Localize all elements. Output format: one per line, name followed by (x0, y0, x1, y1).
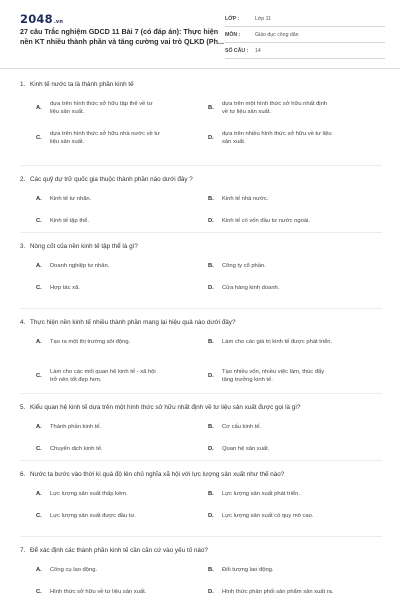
answer-option-c[interactable] (36, 368, 206, 386)
answer-option-a[interactable] (36, 262, 206, 272)
option-letter: D. (208, 135, 214, 141)
question-stem: Các quỹ dự trữ quốc gia thuộc thành phần nào dưới đây ? (30, 176, 193, 183)
answer-option-c[interactable] (36, 284, 206, 294)
option-text (222, 423, 372, 431)
option-letter: A. (36, 196, 42, 202)
question-number: 6. (20, 471, 26, 478)
option-text-line-1: Lực lượng sản xuất được đầu tư. (50, 513, 136, 519)
option-text-line-1: Doanh nghiệp tư nhân. (50, 263, 110, 269)
option-text (50, 284, 200, 292)
answer-option-b[interactable] (208, 566, 378, 576)
option-letter: B. (208, 339, 214, 345)
answer-option-d[interactable] (208, 445, 378, 455)
option-text-line-2: về tư liệu sản xuất. (222, 109, 271, 115)
option-text (50, 368, 200, 384)
meta-row-grade (225, 13, 385, 27)
question-number: 4. (20, 319, 26, 326)
option-text-line-1: Công ty cổ phần. (222, 263, 266, 269)
question-stem: Thực hiện nền kinh tế nhiều thành phần mang lại hiệu quả nào dưới đây? (30, 319, 236, 326)
question-3 (20, 242, 382, 291)
option-text-line-1: dựa trên một hình thức sở hữu nhất định (222, 101, 328, 107)
option-letter: B. (208, 491, 214, 497)
question-stem: Để xác định các thành phần kinh tế cần căn cứ vào yếu tố nào? (30, 547, 208, 554)
option-letter: D. (208, 446, 214, 452)
option-text (50, 130, 200, 146)
option-text (50, 262, 200, 270)
option-text-line-1: Cửa hàng kinh doanh. (222, 285, 280, 291)
option-text-line-2: trở nên tốt đẹp hơn. (50, 377, 102, 383)
option-letter: A. (36, 567, 42, 573)
meta-value: 14 (255, 48, 261, 54)
question-number: 5. (20, 404, 26, 411)
question-number: 7. (20, 547, 26, 554)
title-line-2: nền KT nhiều thành phần và tăng cường vai trò QLKD (Ph... (20, 36, 224, 46)
answer-option-d[interactable] (208, 368, 378, 386)
option-letter: B. (208, 263, 214, 269)
question-number: 3. (20, 243, 26, 250)
question-text (20, 546, 382, 556)
question-number: 1. (20, 81, 26, 88)
option-letter: A. (36, 424, 42, 430)
option-text-line-1: Công cụ lao động. (50, 567, 98, 573)
answer-option-a[interactable] (36, 423, 206, 433)
option-letter: B. (208, 196, 214, 202)
option-text (222, 368, 372, 384)
page-title (20, 27, 240, 46)
answer-option-d[interactable] (208, 217, 378, 227)
option-text-line-1: Quan hệ sản xuất. (222, 446, 270, 452)
question-1 (20, 80, 382, 145)
option-text (50, 445, 200, 453)
answer-option-b[interactable] (208, 262, 378, 272)
option-text-line-2: liệu sản xuất. (50, 109, 85, 115)
option-text (50, 512, 200, 520)
option-text-line-1: Đối tượng lao động. (222, 567, 274, 573)
option-text-line-1: Hình thức sở hữu về tư liệu sản xuất. (50, 589, 147, 595)
question-text (20, 318, 382, 328)
meta-info (225, 13, 385, 61)
option-letter: A. (36, 105, 42, 111)
option-letter: C. (36, 373, 42, 379)
question-4 (20, 318, 382, 383)
question-divider (20, 460, 382, 461)
question-divider (20, 393, 382, 394)
question-7 (20, 546, 382, 595)
answer-option-b[interactable] (208, 338, 378, 356)
option-text (50, 490, 200, 498)
option-text-line-2: tăng trưởng kinh tế. (222, 377, 273, 383)
option-letter: D. (208, 513, 214, 519)
option-text (222, 490, 372, 498)
meta-value: Lớp 11 (255, 16, 271, 22)
option-text (50, 217, 200, 225)
answer-option-b[interactable] (208, 490, 378, 500)
option-text (50, 100, 200, 116)
answer-option-d[interactable] (208, 588, 378, 598)
answer-option-a[interactable] (36, 566, 206, 576)
logo-suffix: .vn (53, 19, 64, 25)
option-text-line-1: Tạo ra một thị trường sôi động. (50, 339, 131, 345)
question-stem: Nòng cốt của nền kinh tế tập thể là gì? (30, 243, 138, 250)
answer-option-d[interactable] (208, 512, 378, 522)
option-letter: B. (208, 567, 214, 573)
question-divider (20, 165, 382, 166)
option-text (222, 217, 372, 225)
title-line-1: 27 câu Trắc nghiệm GDCD 11 Bài 7 (có đáp án): Thực hiện (20, 27, 219, 36)
question-stem: Kiểu quan hệ kinh tế dựa trên một hình thức sở hữu nhất định về tư liệu sản xuất được gọi là gì? (30, 404, 301, 411)
option-text-line-1: Hợp tác xã. (50, 285, 80, 291)
option-letter: B. (208, 424, 214, 430)
option-text-line-1: Cơ cấu kinh tế. (222, 424, 262, 430)
option-text-line-1: Chuyển dịch kinh tế. (50, 446, 103, 452)
option-text-line-1: Kinh tế tập thể. (50, 218, 89, 224)
question-stem: Kinh tế nước ta là thành phần kinh tế (30, 81, 134, 88)
question-number: 2. (20, 176, 26, 183)
question-2 (20, 175, 382, 224)
answer-option-b[interactable] (208, 423, 378, 433)
option-text (50, 338, 200, 346)
option-text (50, 195, 200, 203)
question-text (20, 80, 382, 90)
answer-option-c[interactable] (36, 588, 206, 598)
question-divider (20, 232, 382, 233)
option-text-line-1: Kinh tế nhà nước. (222, 196, 269, 202)
answer-option-c[interactable] (36, 512, 206, 522)
answer-option-a[interactable] (36, 195, 206, 205)
option-text (222, 338, 372, 346)
answer-option-b[interactable] (208, 100, 378, 118)
option-letter: D. (208, 373, 214, 379)
meta-key: MÔN : (225, 32, 241, 38)
option-text (222, 195, 372, 203)
question-text (20, 242, 382, 252)
site-logo[interactable] (20, 12, 63, 26)
option-letter: C. (36, 513, 42, 519)
option-text (222, 100, 372, 116)
header-divider (0, 68, 400, 69)
question-text (20, 403, 382, 413)
answer-option-c[interactable] (36, 130, 206, 148)
option-text (50, 423, 200, 431)
option-letter: C. (36, 285, 42, 291)
answer-option-d[interactable] (208, 130, 378, 148)
option-text (222, 566, 372, 574)
meta-row-subject (225, 29, 385, 43)
option-text-line-1: Kinh tế tư nhân. (50, 196, 92, 202)
meta-key: SỐ CÂU : (225, 48, 249, 54)
option-text (50, 566, 200, 574)
option-text-line-1: Hình thức phân phối sản phẩm sản xuất ra. (222, 589, 334, 595)
meta-key: LỚP : (225, 16, 240, 22)
option-text-line-1: Lực lượng sản xuất phát triển. (222, 491, 300, 497)
option-text-line-2: sản xuất. (222, 139, 246, 145)
option-letter: D. (208, 285, 214, 291)
option-text-line-1: dựa trên hình thức sở hữu tập thể về tư (50, 101, 153, 107)
question-divider (20, 308, 382, 309)
option-text (50, 588, 200, 596)
header (0, 0, 400, 66)
question-text (20, 175, 382, 185)
option-text-line-1: Làm cho các mối quan hệ kinh tế - xã hội (50, 369, 156, 375)
option-letter: A. (36, 263, 42, 269)
option-text (222, 130, 372, 146)
option-text-line-1: Kinh tế có vốn đầu tư nước ngoài. (222, 218, 310, 224)
option-text-line-1: dựa trên hình thức sở hữu nhà nước về tư (50, 131, 160, 137)
question-divider (20, 536, 382, 537)
option-text (222, 588, 372, 596)
option-letter: D. (208, 218, 214, 224)
question-5 (20, 403, 382, 452)
answer-option-a[interactable] (36, 490, 206, 500)
answer-option-d[interactable] (208, 284, 378, 294)
option-text-line-1: Làm cho các giá trị kinh tế được phát triển. (222, 339, 333, 345)
option-text-line-2: liệu sản xuất. (50, 139, 85, 145)
answer-option-a[interactable] (36, 338, 206, 356)
question-6 (20, 470, 382, 519)
option-letter: A. (36, 491, 42, 497)
meta-row-count (225, 45, 385, 59)
answer-option-a[interactable] (36, 100, 206, 118)
meta-value: Giáo dục công dân (255, 32, 299, 38)
option-letter: C. (36, 446, 42, 452)
option-text-line-1: Lực lượng sản xuất có quy mô cao. (222, 513, 314, 519)
option-text (222, 262, 372, 270)
answer-option-b[interactable] (208, 195, 378, 205)
option-letter: D. (208, 589, 214, 595)
question-stem: Nước ta bước vào thời kì quá độ lên chủ nghĩa xã hội với lực lượng sản xuất như thế nào? (30, 471, 285, 478)
option-letter: B. (208, 105, 214, 111)
option-letter: C. (36, 218, 42, 224)
option-letter: C. (36, 135, 42, 141)
option-text-line-1: Tạo nhiều vốn, nhiều việc làm, thúc đẩy (222, 369, 325, 375)
option-text (222, 284, 372, 292)
answer-option-c[interactable] (36, 217, 206, 227)
option-letter: C. (36, 589, 42, 595)
option-letter: A. (36, 339, 42, 345)
option-text-line-1: Lực lượng sản xuất thấp kém. (50, 491, 128, 497)
answer-option-c[interactable] (36, 445, 206, 455)
question-text (20, 470, 382, 480)
option-text (222, 445, 372, 453)
option-text-line-1: dựa trên nhiều hình thức sở hữu về tư liệu (222, 131, 332, 137)
logo-main: 2048 (20, 12, 53, 26)
option-text-line-1: Thành phần kinh tế. (50, 424, 102, 430)
option-text (222, 512, 372, 520)
